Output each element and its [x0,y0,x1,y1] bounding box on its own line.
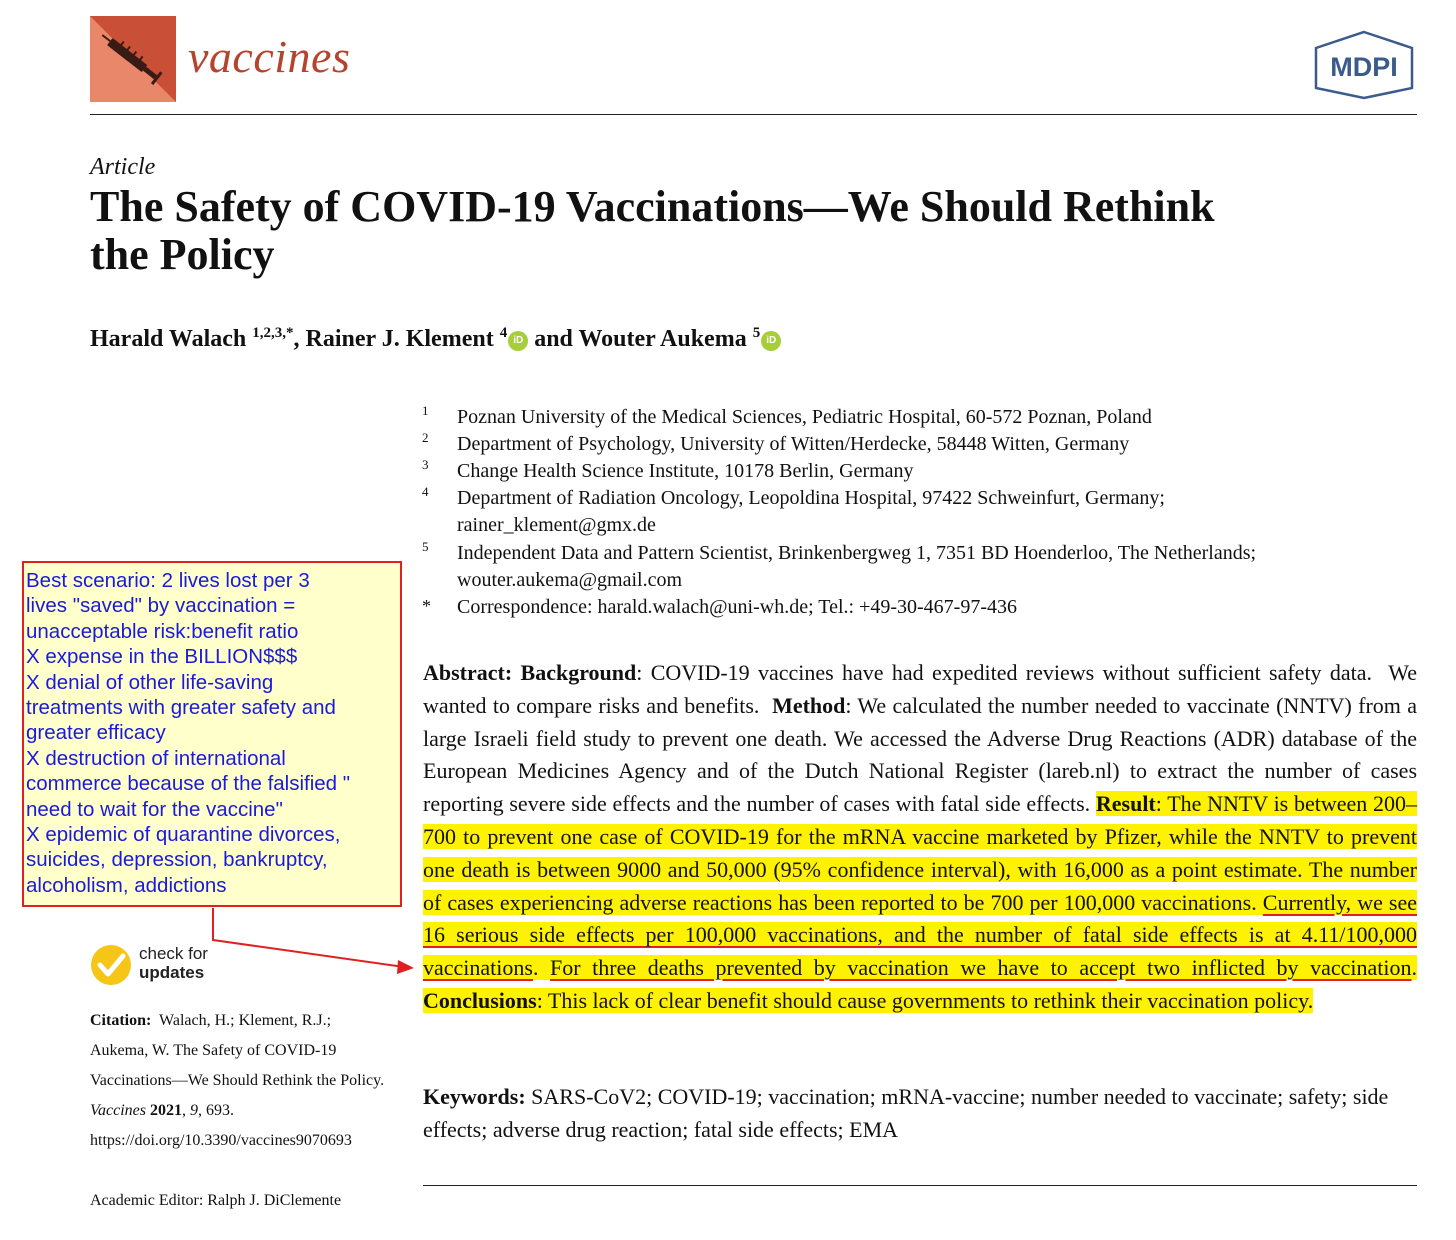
conclusions-text: : This lack of clear benefit should cause governments to rethink their vaccination policy. [536,987,1314,1013]
result-highlight [423,791,1417,1013]
affiliation-email[interactable]: rainer_klement@gmx.de [457,514,656,536]
citation-year: 2021 [145,1102,182,1119]
section-divider [423,1185,1417,1186]
header-divider [90,114,1417,115]
annotation-line: Best scenario: 2 lives lost per 3 [26,569,310,592]
citation-label: Citation: [90,1012,152,1029]
affiliation-number: 5 [422,539,429,554]
annotation-line: unacceptable risk:benefit ratio [26,619,299,643]
annotation-line: X destruction of international [26,746,286,770]
author-name[interactable]: Rainer J. Klement [305,326,494,352]
author-affiliation-marker: 5 [752,325,761,341]
abstract-label: Abstract: [423,660,513,685]
background-text: : COVID-19 vaccines have had expedited reviews without sufficient safety data. We wanted to compare risks and benefits. [423,660,1417,718]
citation-journal: Vaccines [90,1102,146,1119]
academic-editor: Academic Editor: Ralph J. DiClemente [90,1192,342,1209]
check-for-updates-button[interactable] [139,944,208,982]
affiliation-number: 1 [422,403,429,418]
journal-logo [90,16,176,102]
affiliation-number: 4 [422,484,429,499]
orcid-icon[interactable]: iD [761,331,781,351]
mdpi-logo [1312,30,1416,100]
annotation-line: X denial of other life-saving [26,670,274,694]
annotation-note [22,561,402,907]
annotation-line: lives "saved" by vaccination = [26,594,296,618]
annotation-line: alcoholism, addictions [26,873,227,897]
method-label: Method [772,692,846,718]
journal-name: vaccines [188,31,351,82]
syringe-icon [90,16,176,102]
affiliation-number: 2 [422,430,429,445]
result-underlined-text: Currently, we see 16 serious side effects per 100,000 vaccinations, and the number of fatal side effects is at 4.11/100,000 vaccinations [423,889,1418,981]
author-name[interactable]: Harald Walach [90,326,247,352]
method-text: : We calculated the number needed to vaccinate (NNTV) from a large Israeli field study to prevent one death. We accessed the Adverse Drug Reactions (ADR) database of the European Medicines Agency and of the Dutch National Register (lareb.nl) to extract the number of cases reporting severe side effects and the number of cases with fatal side effects. [423,692,1418,817]
affiliation-text: Poznan University of the Medical Sciences, Pediatric Hospital, 60-572 Poznan, Poland [457,406,1152,428]
author-list [90,325,781,353]
affiliation-text: Department of Psychology, University of Witten/Herdecke, 58448 Witten, Germany [457,433,1130,455]
keywords [423,1081,1419,1147]
affiliation-text: Department of Radiation Oncology, Leopoldina Hospital, 97422 Schweinfurt, Germany; [457,487,1165,509]
result-punctuation: . [1411,955,1418,981]
correspondence-marker: * [422,596,431,616]
keywords-text: SARS-CoV2; COVID-19; vaccination; mRNA-vaccine; number needed to vaccinate; safety; side effects; adverse drug reaction; fatal side effects; EMA [423,1084,1389,1142]
annotation-line: suicides, depression, bankruptcy, [26,848,328,872]
background-label: Background [520,660,637,685]
citation-doi-link[interactable]: , 693. https://doi.org/10.3390/vaccines9070693 [90,1102,352,1149]
check-for-updates-icon[interactable] [90,944,132,986]
article-title [90,183,1390,279]
annotation-line: need to wait for the vaccine" [26,797,283,821]
affiliation-text: Change Health Science Institute, 10178 Berlin, Germany [457,460,914,482]
citation [90,1006,390,1156]
result-text: : The NNTV is between 200–700 to prevent one case of COVID-19 for the mRNA vaccine marketed by Pfizer, while the NNTV to prevent one death is between 9000 and 50,000 (95% confidence interval), with 16,000 as a point estimate. The number of cases experiencing adverse reactions has been reported to be 700 per 100,000 vaccinations. [423,791,1417,915]
citation-volume: 9 [189,1102,198,1119]
check-for-updates-line1: check for [139,944,208,963]
correspondence-text: Correspondence: harald.walach@uni-wh.de; Tel.: +49-30-467-97-436 [457,596,1017,618]
result-punctuation: . [532,955,551,981]
orcid-icon[interactable]: iD [508,331,528,351]
abstract [423,657,1417,1018]
citation-text: Walach, H.; Klement, R.J.; Aukema, W. The Safety of COVID-19 Vaccinations—We Should Rethink the Policy. [90,1012,385,1089]
annotation-line: commerce because of the falsified " [26,772,351,796]
affiliation-text: Independent Data and Pattern Scientist, Brinkenbergweg 1, 7351 BD Hoenderloo, The Netherlands; [457,542,1257,564]
result-label: Result [1095,791,1156,817]
author-separator: and [528,326,579,352]
keywords-label: Keywords: [423,1084,526,1109]
author-separator: , [293,326,306,352]
author-affiliation-marker: 1,2,3,* [252,325,294,341]
title-line-2: the Policy [90,230,275,279]
citation-separator: , [181,1102,190,1119]
check-for-updates-line2: updates [139,963,205,982]
result-underlined-text: For three deaths prevented by vaccination we have to accept two inflicted by vaccination [550,955,1412,981]
annotation-line: X epidemic of quarantine divorces, [26,823,341,847]
affiliation-email[interactable]: wouter.aukema@gmail.com [457,569,683,591]
author-name[interactable]: Wouter Aukema [578,326,747,352]
annotation-line: treatments with greater safety and [26,696,336,720]
conclusions-label: Conclusions [423,987,537,1013]
annotation-line: greater efficacy [26,721,166,745]
affiliation-number: 3 [422,457,429,472]
publisher-name: MDPI [1330,52,1398,82]
title-line-1: The Safety of COVID-19 Vaccinations—We Should Rethink [90,182,1215,231]
annotation-line: X expense in the BILLION$$$ [26,645,298,669]
author-affiliation-marker: 4 [499,325,508,341]
article-type: Article [90,154,156,180]
